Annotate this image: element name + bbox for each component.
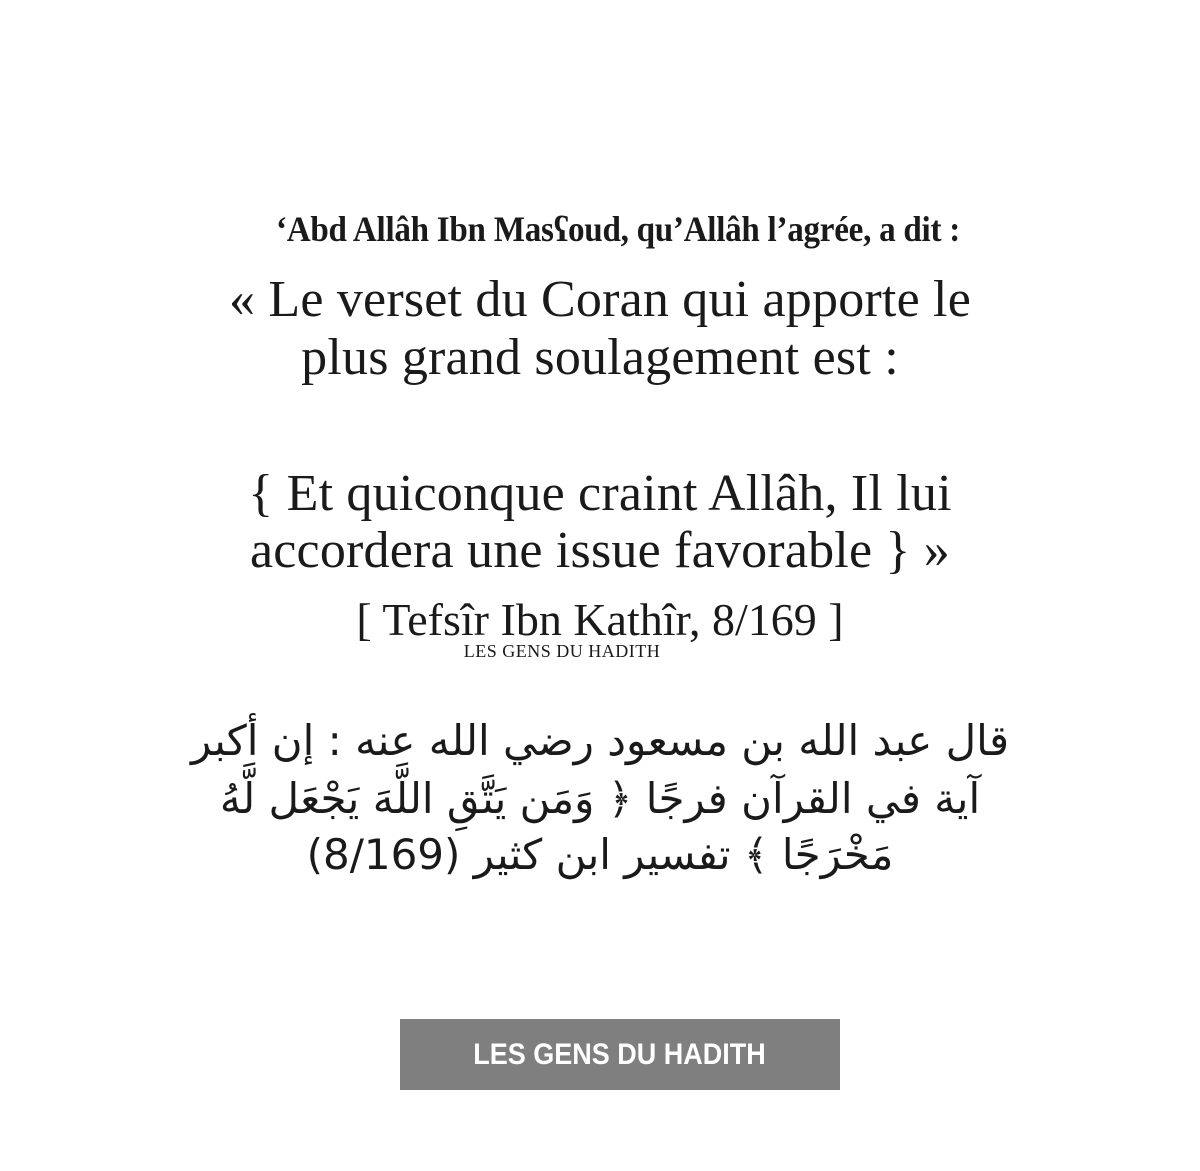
arabic-line-2: آية في القرآن فرجًا ﴿ وَمَن يَتَّقِ اللَّهَ يَجْعَل لَّهُ [219,774,981,823]
quote-line-1: « Le verset du Coran qui apporte le [229,271,971,328]
source-reference: [ Tefsîr Ibn Kathîr, 8/169 ] [356,594,844,645]
verse-line-1: { Et quiconque craint Allâh, Il lui [248,465,952,522]
arabic-line-1: قال عبد الله بن مسعود رضي الله عنه : إن أكبر [190,716,1010,765]
attribution-heading: ‘Abd Allâh Ibn Masʕoud, qu’Allâh l’agrée, a dit : [276,209,960,249]
arabic-line-3: مَخْرَجًا ﴾ تفسير ابن كثير (8/169) [306,830,894,879]
verse-line-2: accordera une issue favorable } » [250,522,950,579]
watermark-text: LES GENS DU HADITH [463,641,661,661]
logo-banner [400,1019,840,1090]
quote-line-2: plus grand soulagement est : [301,329,899,386]
logo-text: LES GENS DU HADITH [473,1037,767,1071]
